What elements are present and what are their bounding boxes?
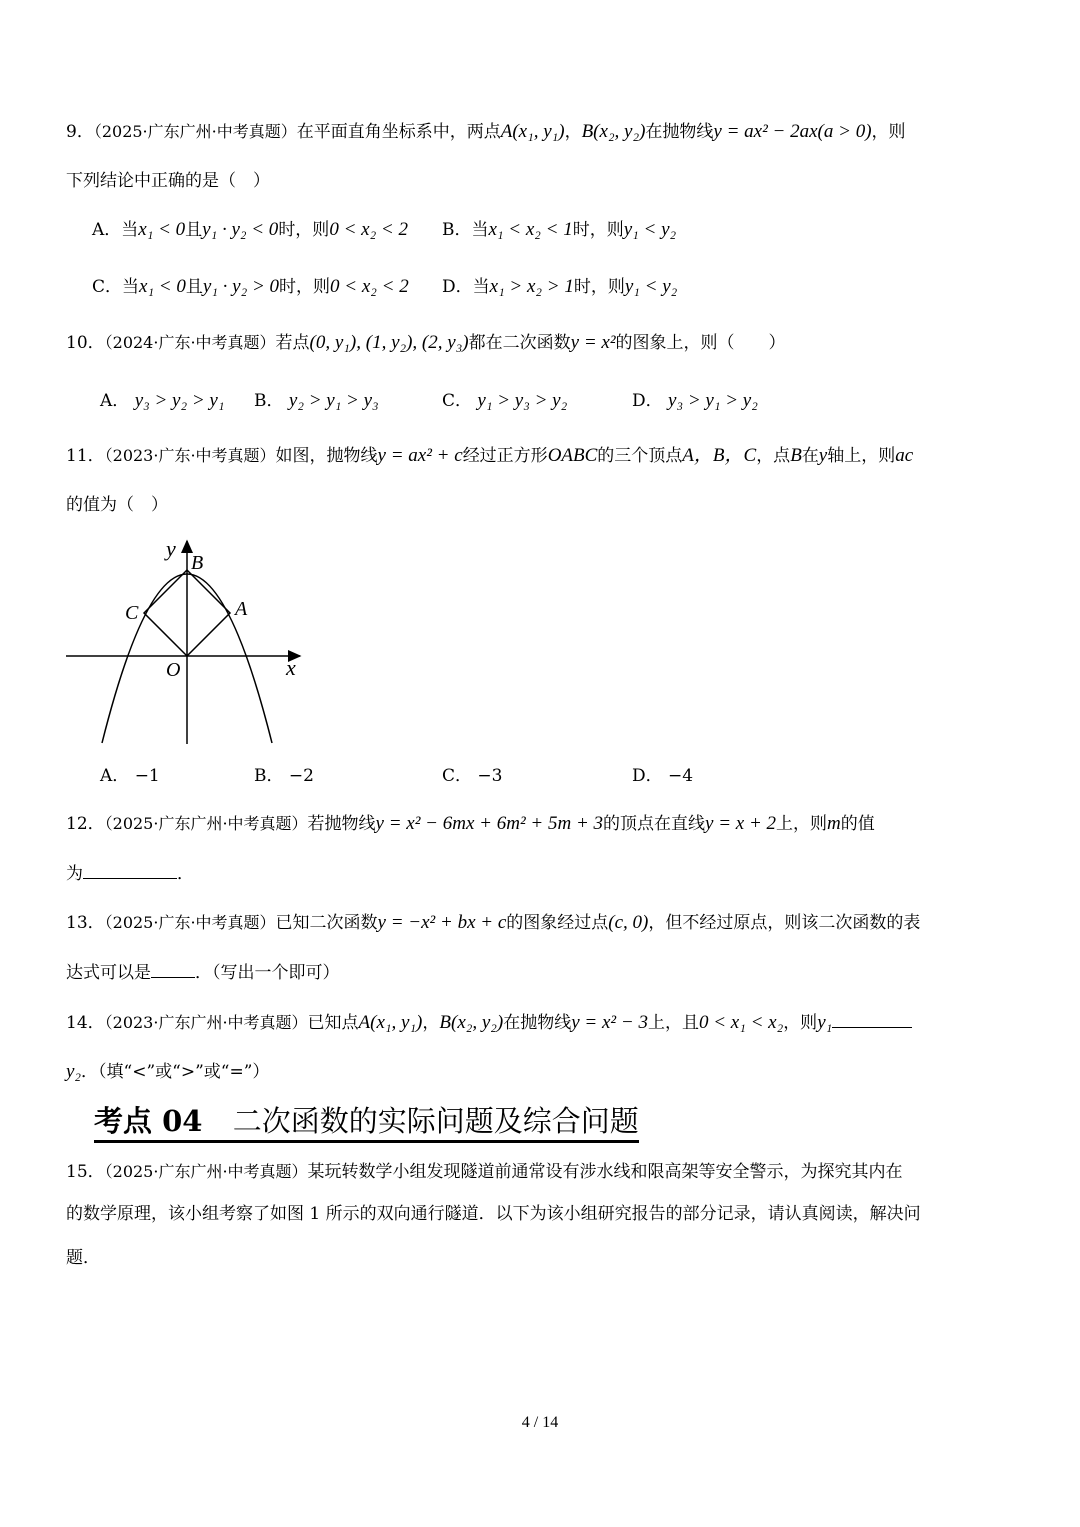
q9-option-d[interactable]: D．当x₁ > x₂ > 1时，则y₁ < y₂: [442, 276, 678, 297]
q11-option-a[interactable]: A． −1: [100, 766, 160, 786]
q13-answer-blank[interactable]: [151, 961, 195, 978]
q13-source: （2025·广东·中考真题）: [104, 913, 276, 932]
q12-line2: 为 ．: [66, 864, 194, 884]
q11-option-c[interactable]: C． −3: [442, 766, 503, 786]
q11-option-b[interactable]: B． −2: [254, 766, 314, 786]
label-a: A: [235, 598, 248, 620]
q11-line1: 11．（2023·广东·中考真题）如图，抛物线y = ax² + c经过正方形OABC的三个顶点A，B，C，点B在y轴上，则ac: [66, 445, 914, 466]
q15-line1: 15．（2025·广东广州·中考真题）某玩转数学小组发现隧道前通常设有涉水线和限高架等安全警示，为探究其内在: [66, 1162, 903, 1182]
q9-source: （2025·广东广州·中考真题）: [93, 122, 297, 141]
label-y: y: [166, 536, 176, 561]
section-heading: 考点 04 二次函数的实际问题及综合问题: [94, 1102, 639, 1143]
label-b: B: [191, 552, 204, 574]
q15-source: （2025·广东广州·中考真题）: [104, 1162, 308, 1181]
q12-answer-blank[interactable]: [83, 862, 177, 879]
page-number: 4 / 14: [521, 1414, 559, 1431]
q11-line2: 的值为（ ）: [66, 495, 168, 515]
q9-line2: 下列结论中正确的是（ ）: [66, 171, 270, 191]
q9-line1: 9．（2025·广东广州·中考真题）在平面直角坐标系中，两点A(x₁, y₁)，B(x₂, y₂)在抛物线y = ax² − 2ax(a > 0)，则: [66, 121, 906, 142]
q10-option-d[interactable]: D． y₃ > y₁ > y₂: [632, 390, 758, 411]
q12-line1: 12．（2025·广东广州·中考真题）若抛物线y = x² − 6mx + 6m² + 5m + 3的顶点在直线y = x + 2上，则m的值: [66, 813, 875, 834]
q11-source: （2023·广东·中考真题）: [104, 446, 276, 465]
q14-line1: 14．（2023·广东广州·中考真题）已知点A(x₁, y₁)，B(x₂, y₂)在抛物线y = x² − 3上，且0 < x₁ < x₂，则y₁: [66, 1011, 912, 1035]
q9-option-a[interactable]: A．当x₁ < 0且y₁ · y₂ < 0时，则0 < x₂ < 2: [92, 219, 408, 240]
q15-line2: 的数学原理，该小组考察了如图 1 所示的双向通行隧道．以下为该小组研究报告的部分记录，请认真阅读，解决问: [66, 1204, 921, 1224]
q10-source: （2024·广东·中考真题）: [104, 333, 276, 352]
label-c: C: [125, 602, 139, 624]
q14-source: （2023·广东广州·中考真题）: [104, 1013, 308, 1032]
q11-option-d[interactable]: D． −4: [632, 766, 694, 786]
q13-line1: 13．（2025·广东·中考真题）已知二次函数y = −x² + bx + c的图象经过点(c, 0)，但不经过原点，则该二次函数的表: [66, 912, 921, 933]
q14-line2: y₂．（填“<”或“>”或“=”）: [66, 1061, 270, 1082]
label-x: x: [286, 655, 296, 680]
q12-source: （2025·广东广州·中考真题）: [104, 814, 308, 833]
q10-option-c[interactable]: C． y₁ > y₃ > y₂: [442, 390, 568, 411]
q9-option-b[interactable]: B．当x₁ < x₂ < 1时，则y₁ < y₂: [442, 219, 677, 240]
q10-line1: 10．（2024·广东·中考真题）若点(0, y₁), (1, y₂), (2, y₃)都在二次函数y = x²的图象上，则（ ）: [66, 332, 786, 353]
q10-option-a[interactable]: A． y₃ > y₂ > y₁: [100, 390, 225, 411]
q11-figure: [60, 535, 310, 750]
q15-line3: 题．: [66, 1248, 100, 1268]
q10-option-b[interactable]: B． y₂ > y₁ > y₃: [254, 390, 379, 411]
q14-answer-blank[interactable]: [832, 1011, 912, 1028]
q13-line2: 达式可以是 ．（写出一个即可）: [66, 963, 340, 983]
q9-option-c[interactable]: C．当x₁ < 0且y₁ · y₂ > 0时，则0 < x₂ < 2: [92, 276, 409, 297]
label-o: O: [166, 659, 181, 681]
